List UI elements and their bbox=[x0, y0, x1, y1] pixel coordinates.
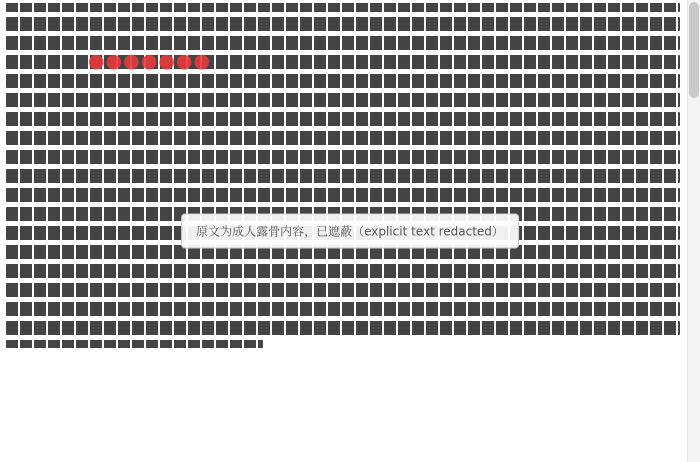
text-line-redacted bbox=[6, 283, 680, 297]
text-line-redacted bbox=[6, 321, 680, 335]
text-line-redacted bbox=[6, 264, 680, 278]
watermark-text: ●●●●●●● bbox=[88, 50, 212, 72]
text-line-redacted bbox=[6, 3, 680, 12]
text-line-redacted bbox=[6, 74, 680, 88]
scrollbar-track[interactable] bbox=[687, 0, 700, 462]
text-line-redacted bbox=[6, 55, 680, 69]
redaction-notice: 原文为成人露骨内容，已遮蔽（explicit text redacted） bbox=[181, 214, 519, 249]
text-line-redacted bbox=[6, 302, 680, 316]
text-line-redacted bbox=[6, 36, 680, 50]
scrollbar-thumb[interactable] bbox=[689, 2, 699, 98]
text-line-redacted bbox=[6, 17, 680, 31]
text-line-redacted bbox=[6, 188, 680, 202]
text-line-redacted bbox=[6, 169, 680, 183]
text-line-redacted bbox=[6, 131, 680, 145]
text-line-redacted bbox=[6, 340, 263, 348]
text-line-redacted bbox=[6, 112, 680, 126]
text-line-redacted bbox=[6, 150, 680, 164]
text-line-redacted bbox=[6, 93, 680, 107]
